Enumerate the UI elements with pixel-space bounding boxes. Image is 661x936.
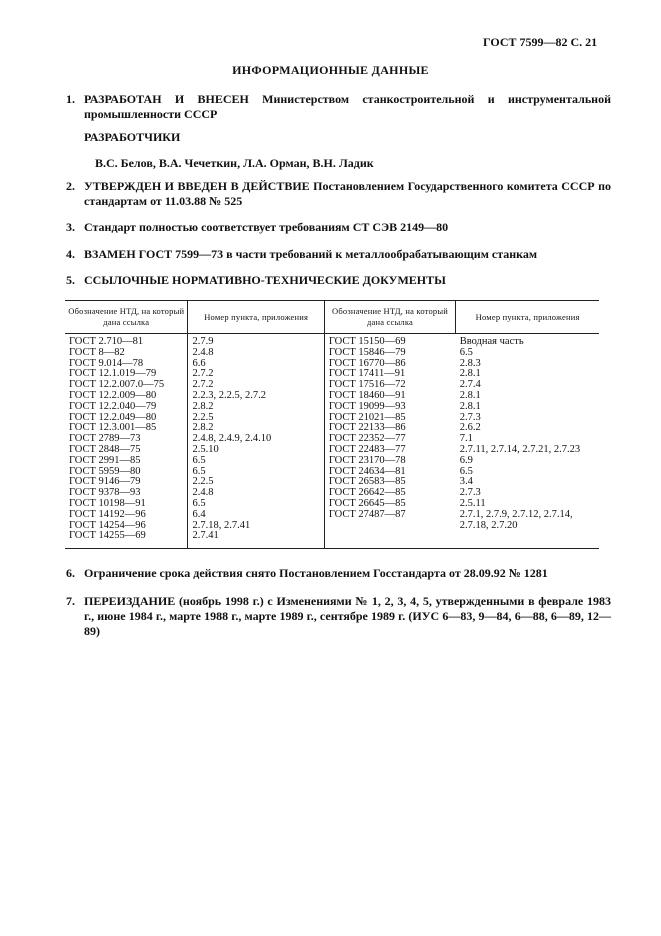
section-5	[66, 273, 611, 288]
table-cell-doc: ГОСТ 14255—69	[69, 530, 146, 542]
table-cell-ref: 2.7.18, 2.7.41	[192, 519, 251, 531]
table-cell-doc: ГОСТ 17411—91	[328, 368, 406, 380]
table-cell-doc: ГОСТ 27487—87	[328, 508, 406, 520]
table-cell-ref: 2.7.9	[192, 336, 214, 347]
section-number: 5.	[66, 273, 75, 287]
table-cell-doc: ГОСТ 12.2.007.0—75	[69, 379, 165, 391]
table-cell-ref: 2.2.5	[192, 476, 214, 488]
table-cell-ref: 6.5	[459, 465, 473, 477]
table-cell-doc: ГОСТ 22352—77	[328, 433, 406, 445]
developers-label: РАЗРАБОТЧИКИ	[84, 130, 181, 144]
table-cell-doc: ГОСТ 12.1.019—79	[69, 368, 157, 380]
table-cell-doc: ГОСТ 26645—85	[328, 497, 406, 509]
section-number: 7.	[66, 594, 75, 608]
section-2	[66, 179, 611, 209]
references-table	[65, 300, 599, 549]
table-body-row	[65, 334, 599, 549]
table-cell-ref: 2.2.5	[192, 411, 214, 423]
right-doc-column	[324, 334, 455, 549]
col-header-doc: Обозначение НТД, на который дана ссылка	[324, 301, 455, 334]
table-cell-ref: 2.7.41	[192, 530, 219, 542]
left-doc-column	[65, 334, 188, 549]
table-cell-doc: ГОСТ 5959—80	[69, 465, 141, 477]
table-cell-ref: 2.8.2	[192, 422, 214, 434]
table-cell-ref: 2.8.3	[459, 357, 481, 369]
table-cell-ref: 6.9	[459, 454, 473, 466]
table-cell-ref: 2.8.2	[192, 400, 214, 412]
table-cell-doc: ГОСТ 2991—85	[69, 454, 141, 466]
left-ref-column	[188, 334, 324, 549]
table-cell-ref: 2.4.8	[192, 487, 214, 499]
table-cell-doc: ГОСТ 17516—72	[328, 379, 406, 391]
table-cell-doc: ГОСТ 9146—79	[69, 476, 141, 488]
table-cell-ref: 6.5	[192, 497, 206, 509]
page-header: ГОСТ 7599—82 С. 21	[483, 35, 598, 49]
table-cell-ref: 2.6.2	[459, 422, 481, 434]
section-7	[66, 594, 611, 639]
right-ref-column	[456, 334, 599, 549]
table-cell-ref: 3.4	[459, 476, 473, 488]
section-number: 2.	[66, 179, 75, 193]
table-cell-doc: ГОСТ 18460—91	[328, 389, 406, 401]
table-cell-doc: ГОСТ 8—82	[69, 346, 125, 358]
table-cell-ref: 7.1	[459, 433, 473, 445]
section-6	[66, 566, 611, 581]
table-cell-ref: 2.4.8	[192, 346, 214, 358]
table-cell-ref: 2.7.4	[459, 379, 481, 391]
section-text: РАЗРАБОТАН И ВНЕСЕН Министерством станкостроительной и инструментальной промышленности СССР	[84, 92, 611, 121]
table-cell-doc: ГОСТ 15150—69	[328, 336, 406, 347]
table-cell-doc: ГОСТ 12.3.001—85	[69, 422, 157, 434]
section-number: 4.	[66, 247, 75, 261]
col-header-doc: Обозначение НТД, на который дана ссылка	[65, 301, 188, 334]
section-text: ПЕРЕИЗДАНИЕ (ноябрь 1998 г.) с Изменениями № 1, 2, 3, 4, 5, утвержденными в феврале 1983 г., июне 1984 г., марте 1988 г., марте 1989 г., сентябре 1989 г. (ИУС 6—83, 9—84, 6—88, 6—89, 12—89)	[84, 594, 611, 638]
table-cell-doc: ГОСТ 15846—79	[328, 346, 406, 358]
table-cell-ref: 6.5	[192, 465, 206, 477]
table-cell-ref: 2.8.1	[459, 389, 481, 401]
table-cell-ref: 6.5	[192, 454, 206, 466]
table-cell-doc: ГОСТ 10198—91	[69, 497, 146, 509]
table-cell-doc: ГОСТ 2.710—81	[69, 336, 144, 347]
table-cell-doc: ГОСТ 26583—85	[328, 476, 406, 488]
table-cell-ref: 2.7.3	[459, 411, 481, 423]
table-cell-doc: ГОСТ 12.2.009—80	[69, 389, 157, 401]
developers-names: В.С. Белов, В.А. Чечеткин, Л.А. Орман, В.Н. Ладик	[95, 156, 374, 170]
table-cell-doc: ГОСТ 9378—93	[69, 487, 141, 499]
section-text: Стандарт полностью соответствует требованиям СТ СЭВ 2149—80	[84, 220, 449, 234]
table-cell-ref: Вводная часть	[459, 336, 524, 347]
section-1	[66, 92, 611, 122]
table-cell-doc: ГОСТ 23170—78	[328, 454, 406, 466]
table-cell-ref: 2.2.3, 2.2.5, 2.7.2	[192, 389, 266, 401]
table-cell-ref: 6.4	[192, 508, 206, 520]
table-header-row	[65, 301, 599, 334]
table-cell-ref: 2.7.3	[459, 487, 481, 499]
section-number: 6.	[66, 566, 75, 580]
table-cell-doc: ГОСТ 14192—96	[69, 508, 146, 520]
section-number: 3.	[66, 220, 75, 234]
table-cell-doc: ГОСТ 21021—85	[328, 411, 406, 423]
table-cell-ref: 6.6	[192, 357, 206, 369]
table-cell-doc: ГОСТ 14254—96	[69, 519, 146, 531]
table-cell-doc: ГОСТ 12.2.040—79	[69, 400, 157, 412]
col-header-ref: Номер пункта, приложения	[188, 301, 324, 334]
section-number: 1.	[66, 92, 75, 106]
table-cell-doc: ГОСТ 22133—86	[328, 422, 406, 434]
table-cell-ref: 2.7.2	[192, 368, 214, 380]
table-cell-ref: 2.8.1	[459, 368, 481, 380]
table-cell-ref: 2.8.1	[459, 400, 481, 412]
section-3	[66, 220, 611, 235]
section-text: ВЗАМЕН ГОСТ 7599—73 в части требований к металлообрабатывающим станкам	[84, 247, 538, 261]
table-cell-doc: ГОСТ 9.014—78	[69, 357, 144, 369]
table-cell-ref: 2.7.11, 2.7.14, 2.7.21, 2.7.23	[459, 443, 581, 455]
col-header-ref: Номер пункта, приложения	[456, 301, 599, 334]
table-cell-doc: ГОСТ 24634—81	[328, 465, 406, 477]
table-cell-ref: 6.5	[459, 346, 473, 358]
table-cell-ref: 2.7.2	[192, 379, 214, 391]
page-title: ИНФОРМАЦИОННЫЕ ДАННЫЕ	[232, 63, 429, 77]
table-cell-ref: 2.7.1, 2.7.9, 2.7.12, 2.7.14, 2.7.18, 2.7.20	[459, 508, 573, 531]
section-text: Ограничение срока действия снято Постановлением Госстандарта от 28.09.92 № 1281	[84, 566, 548, 580]
section-text: УТВЕРЖДЕН И ВВЕДЕН В ДЕЙСТВИЕ Постановлением Государственного комитета СССР по стандартам от 11.03.88 № 525	[84, 179, 611, 208]
table-cell-doc: ГОСТ 22483—77	[328, 443, 406, 455]
section-text: ССЫЛОЧНЫЕ НОРМАТИВНО-ТЕХНИЧЕСКИЕ ДОКУМЕНТЫ	[84, 273, 446, 287]
table-cell-doc: ГОСТ 2789—73	[69, 433, 141, 445]
table-cell-doc: ГОСТ 12.2.049—80	[69, 411, 157, 423]
table-cell-ref: 2.5.11	[459, 497, 486, 509]
table-cell-doc: ГОСТ 16770—86	[328, 357, 406, 369]
table-cell-ref: 2.4.8, 2.4.9, 2.4.10	[192, 433, 272, 445]
section-4	[66, 247, 611, 262]
table-cell-doc: ГОСТ 2848—75	[69, 443, 141, 455]
table-cell-ref: 2.5.10	[192, 443, 219, 455]
table-cell-doc: ГОСТ 26642—85	[328, 487, 406, 499]
table-cell-doc: ГОСТ 19099—93	[328, 400, 406, 412]
